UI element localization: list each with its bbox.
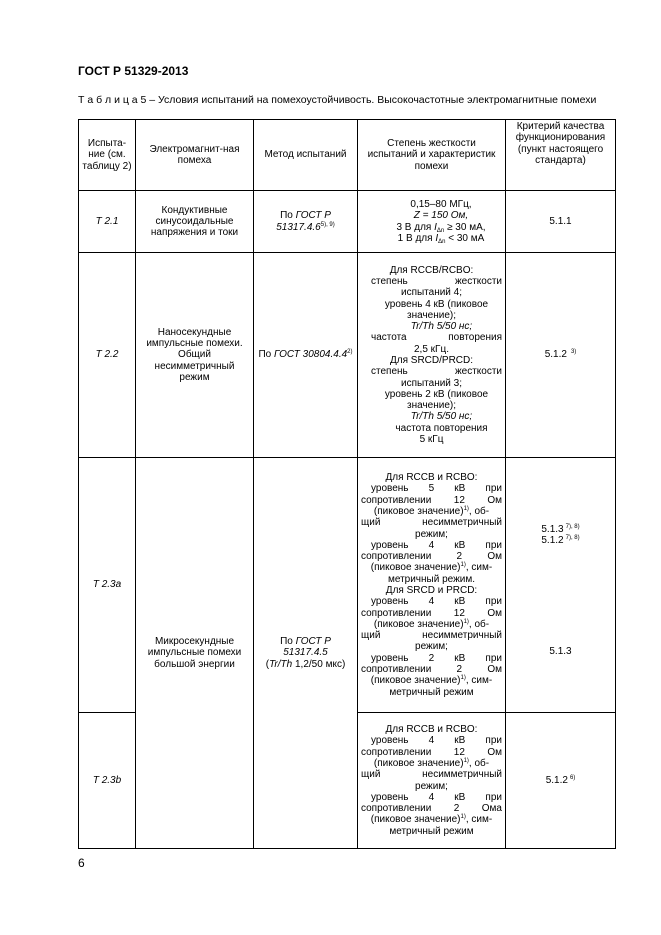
test-conditions: Для RCCB и RCBO: уровень 4 кВ при сопротивлении 12 Ом (пиковое значение)$^{1)}$, об- щий несимметричный режим; уровень 4 кВ при сопротивлении 2 Ома (пиковое значение)$^{1)}$, сим- метричный режим <box>358 713 506 849</box>
page-number: 6 <box>78 856 85 870</box>
table-row <box>79 191 616 253</box>
interference-type: Кондуктивные синусоидальные напряжения и токи <box>136 191 254 253</box>
test-id: Т 2.3а <box>79 458 136 713</box>
table-row <box>79 458 616 713</box>
table-header-row <box>79 120 616 191</box>
interference-type: Наносекундные импульсные помехи. Общий несимметричный режим <box>136 253 254 458</box>
header-degree: Степень жесткости испытаний и характеристик помехи <box>358 120 506 191</box>
table-row <box>79 253 616 458</box>
test-conditions-table <box>78 119 616 849</box>
test-method: По ГОСТ 30804.4.4$^{2)}$ <box>254 253 358 458</box>
test-conditions: 0,15–80 МГц, Z = 150 Ом, 3 В для $I_{\Delta n} \ge 30$ мА, 1 В для $I_{\Delta n} < 30$ мА <box>358 191 506 253</box>
test-method: По ГОСТ Р $51317.4.6^{5), 9)}$ <box>254 191 358 253</box>
quality-criterion: 5.1.2 $^{3)}$ <box>506 253 616 458</box>
test-method: По ГОСТ Р 51317.4.5 (Tr/Th 1,2/50 мкс) <box>254 458 358 849</box>
header-criterion: Критерий качества функционирования (пункт настоящего стандарта) <box>506 120 616 191</box>
header-method: Метод испытаний <box>254 120 358 191</box>
standard-header: ГОСТ Р 51329-2013 <box>78 64 189 78</box>
header-test: Испыта-ние (см. таблицу 2) <box>79 120 136 191</box>
test-conditions: Для RCCB/RCBO: степень жесткости испытаний 4; уровень 4 кВ (пиковое значение); Tr/Th 5/50 нс; частота повторения 2,5 кГц. Для SRCD/PRCD: степень жесткости испытаний 3; уровень 2 кВ (пиковое значение); Tr/Th 5/50 нс; частота повторения 5 кГц <box>358 253 506 458</box>
table-caption: Т а б л и ц а 5 – Условия испытаний на помехоустойчивость. Высокочастотные электромагнитные помехи <box>78 94 597 106</box>
test-conditions: Для RCCB и RCBO: уровень 5 кВ при сопротивлении 12 Ом (пиковое значение)$^{1)}$, об- щий несимметричный режим; уровень 4 кВ при сопротивлении 2 Ом (пиковое значение)$^{1)}$, сим- метричный режим. Для SRCD и PRCD: уровень 4 кВ при сопротивлении 12 Ом (пиковое значение)$^{1)}$, об- щий несимметричный режим; уровень 2 кВ при сопротивлении 2 Ом (пиковое значение)$^{1)}$, сим- метричный режим <box>358 458 506 713</box>
quality-criterion: 5.1.2 $^{6)}$ <box>506 713 616 849</box>
test-id: Т 2.2 <box>79 253 136 458</box>
header-interference: Электромагнит-ная помеха <box>136 120 254 191</box>
quality-criterion: 5.1.1 <box>506 191 616 253</box>
test-id: Т 2.3b <box>79 713 136 849</box>
interference-type: Микросекундные импульсные помехи большой энергии <box>136 458 254 849</box>
quality-criterion: 5.1.3 $^{7), 8)}$ 5.1.2 $^{7), 8)}$ 5.1.3 <box>506 458 616 713</box>
test-id: Т 2.1 <box>79 191 136 253</box>
